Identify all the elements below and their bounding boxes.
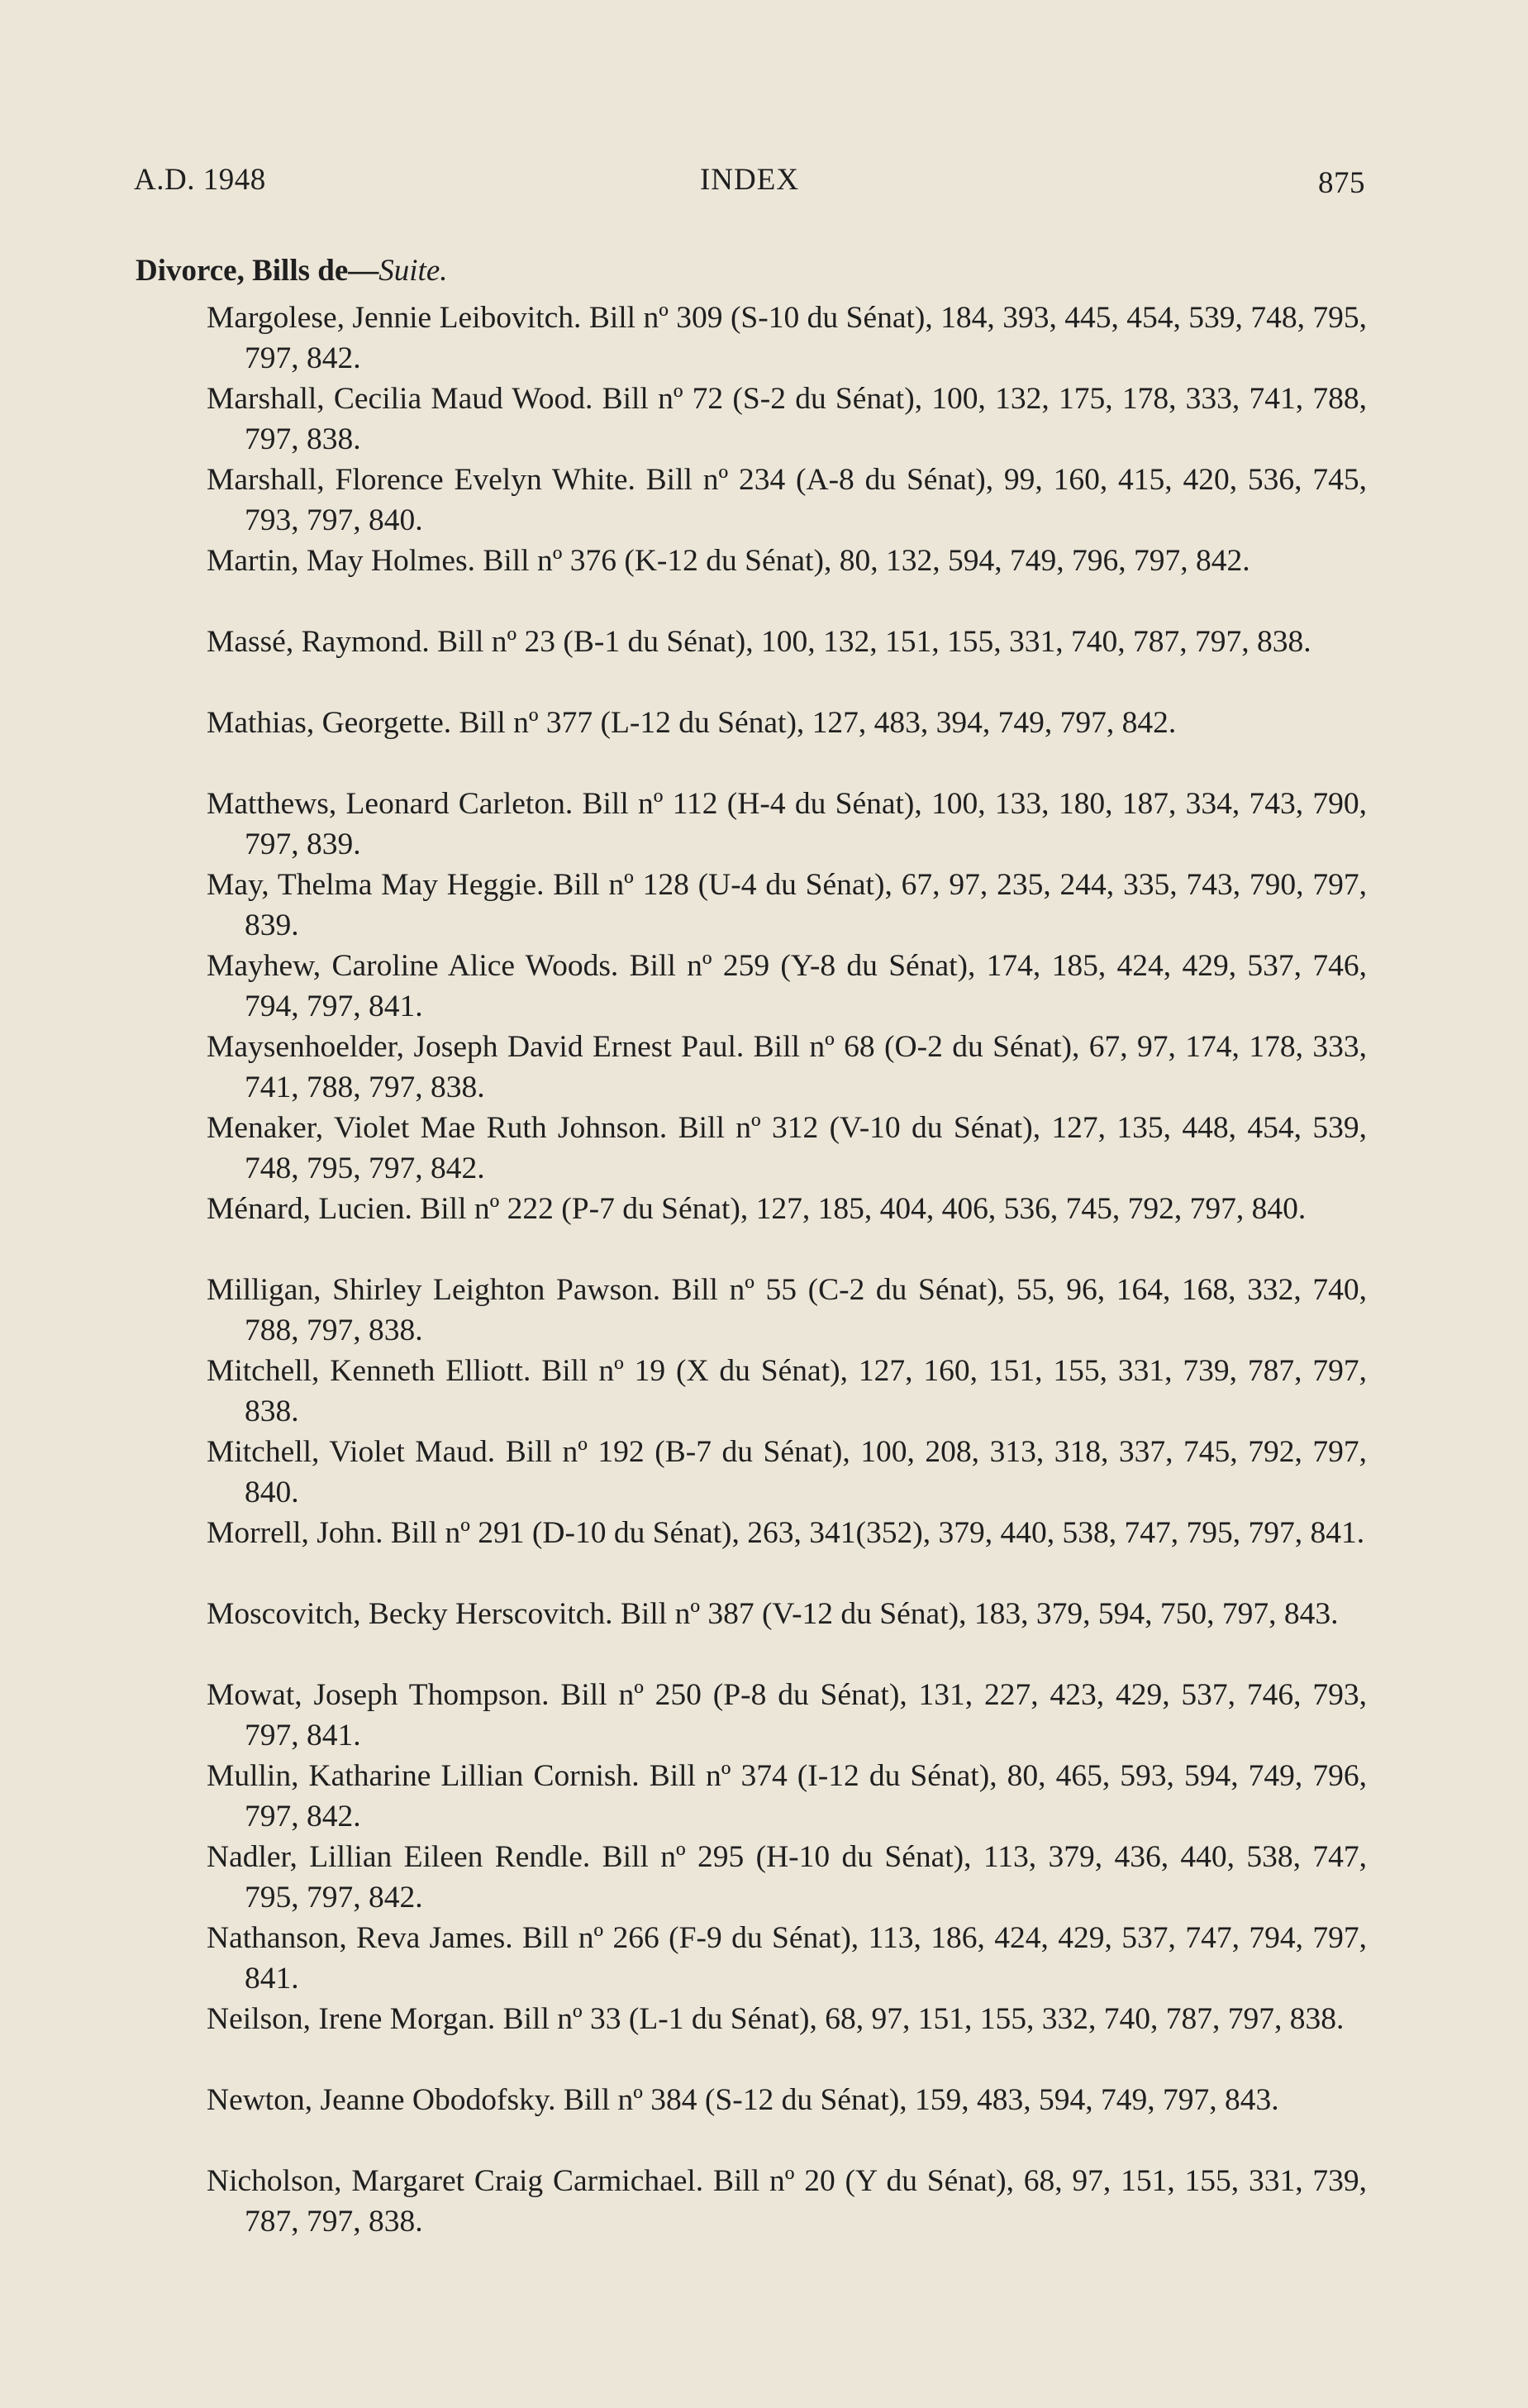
index-entry: Milligan, Shirley Leighton Pawson. Bill nº 55 (C-2 du Sénat), 55, 96, 164, 168, 332, 740, 788, 797, 838. <box>207 1273 1367 1347</box>
section-heading <box>136 253 448 288</box>
index-entry: Marshall, Cecilia Maud Wood. Bill nº 72 (S-2 du Sénat), 100, 132, 175, 178, 333, 741, 788, 797, 838. <box>207 382 1367 456</box>
running-head-title: INDEX <box>699 163 800 197</box>
running-head-year: A.D. 1948 <box>134 163 266 197</box>
index-entry: Maysenhoelder, Joseph David Ernest Paul. Bill nº 68 (O-2 du Sénat), 67, 97, 174, 178, 333, 741, 788, 797, 838. <box>207 1030 1367 1104</box>
page-number: 875 <box>1318 166 1365 200</box>
index-entry: Nicholson, Margaret Craig Carmichael. Bill nº 20 (Y du Sénat), 68, 97, 151, 155, 331, 739, 787, 797, 838. <box>207 2164 1367 2239</box>
index-entry: Newton, Jeanne Obodofsky. Bill nº 384 (S-12 du Sénat), 159, 483, 594, 749, 797, 843. <box>207 2083 1279 2117</box>
index-entry: Mitchell, Violet Maud. Bill nº 192 (B-7 du Sénat), 100, 208, 313, 318, 337, 745, 792, 797, 840. <box>207 1435 1367 1509</box>
index-entry: Moscovitch, Becky Herscovitch. Bill nº 387 (V-12 du Sénat), 183, 379, 594, 750, 797, 843. <box>207 1597 1339 1631</box>
section-suite: Suite. <box>378 254 448 288</box>
index-entry: Marshall, Florence Evelyn White. Bill nº 234 (A-8 du Sénat), 99, 160, 415, 420, 536, 745, 793, 797, 840. <box>207 463 1367 537</box>
index-entry: May, Thelma May Heggie. Bill nº 128 (U-4 du Sénat), 67, 97, 235, 244, 335, 743, 790, 797, 839. <box>207 868 1367 942</box>
index-entry-list <box>207 298 1367 2242</box>
index-entry: Morrell, John. Bill nº 291 (D-10 du Sénat), 263, 341(352), 379, 440, 538, 747, 795, 797, 841. <box>207 1516 1365 1550</box>
index-entry: Mowat, Joseph Thompson. Bill nº 250 (P-8 du Sénat), 131, 227, 423, 429, 537, 746, 793, 797, 841. <box>207 1678 1367 1752</box>
index-entry: Mathias, Georgette. Bill nº 377 (L-12 du Sénat), 127, 483, 394, 749, 797, 842. <box>207 706 1177 740</box>
index-entry: Massé, Raymond. Bill nº 23 (B-1 du Sénat), 100, 132, 151, 155, 331, 740, 787, 797, 838. <box>207 625 1311 659</box>
index-entry: Martin, May Holmes. Bill nº 376 (K-12 du Sénat), 80, 132, 594, 749, 796, 797, 842. <box>207 544 1250 578</box>
index-entry: Nadler, Lillian Eileen Rendle. Bill nº 295 (H-10 du Sénat), 113, 379, 436, 440, 538, 747, 795, 797, 842. <box>207 1840 1367 1914</box>
index-entry: Menaker, Violet Mae Ruth Johnson. Bill nº 312 (V-10 du Sénat), 127, 135, 448, 454, 539, 748, 795, 797, 842. <box>207 1111 1367 1185</box>
index-entry: Margolese, Jennie Leibovitch. Bill nº 309 (S-10 du Sénat), 184, 393, 445, 454, 539, 748, 795, 797, 842. <box>207 301 1367 375</box>
running-head <box>134 162 1365 208</box>
index-entry: Mayhew, Caroline Alice Woods. Bill nº 259 (Y-8 du Sénat), 174, 185, 424, 429, 537, 746, 794, 797, 841. <box>207 949 1367 1023</box>
section-title: Divorce, Bills de— <box>136 254 379 288</box>
index-entry: Matthews, Leonard Carleton. Bill nº 112 (H-4 du Sénat), 100, 133, 180, 187, 334, 743, 790, 797, 839. <box>207 787 1367 861</box>
index-entry: Mullin, Katharine Lillian Cornish. Bill nº 374 (I-12 du Sénat), 80, 465, 593, 594, 749, 796, 797, 842. <box>207 1759 1367 1833</box>
index-entry: Mitchell, Kenneth Elliott. Bill nº 19 (X du Sénat), 127, 160, 151, 155, 331, 739, 787, 797, 838. <box>207 1354 1367 1428</box>
index-entry: Nathanson, Reva James. Bill nº 266 (F-9 du Sénat), 113, 186, 424, 429, 537, 747, 794, 797, 841. <box>207 1921 1367 1996</box>
index-entry: Neilson, Irene Morgan. Bill nº 33 (L-1 du Sénat), 68, 97, 151, 155, 332, 740, 787, 797, 838. <box>207 2002 1345 2036</box>
index-entry: Ménard, Lucien. Bill nº 222 (P-7 du Sénat), 127, 185, 404, 406, 536, 745, 792, 797, 840. <box>207 1192 1307 1226</box>
